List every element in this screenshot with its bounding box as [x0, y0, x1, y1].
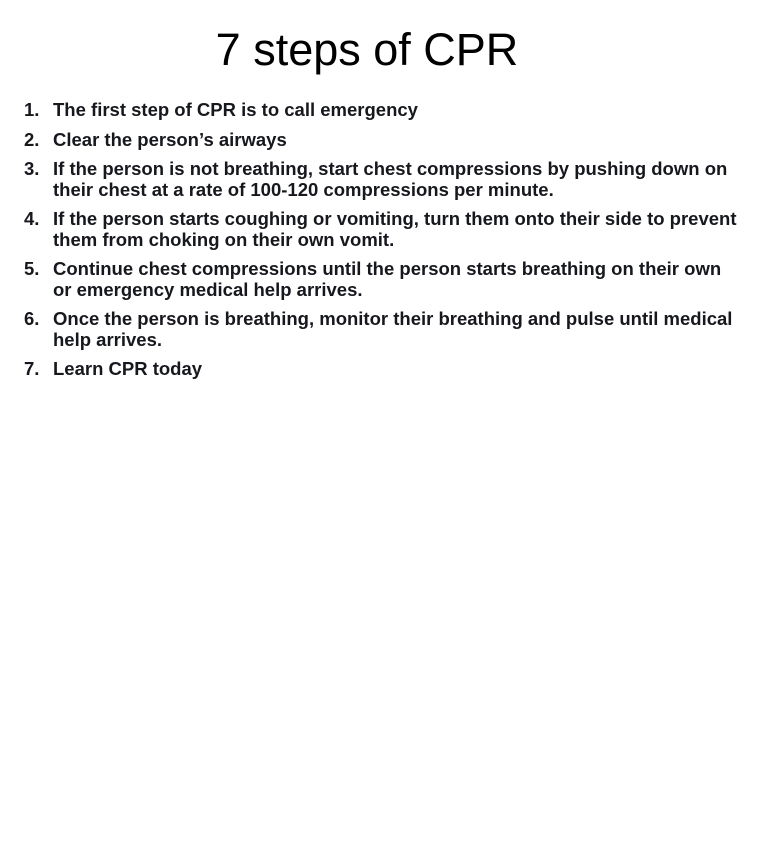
list-item [24, 209, 744, 250]
list-item [24, 259, 744, 300]
step-text: The first step of CPR is to call emergency [53, 99, 418, 120]
step-text: If the person starts coughing or vomiting, turn them onto their side to prevent them from choking on their own vomit. [53, 208, 737, 250]
list-item [24, 159, 744, 200]
step-number: 2. [24, 128, 40, 150]
step-number: 6. [24, 308, 40, 329]
step-text: Continue chest compressions until the person starts breathing on their own or emergency medical help arrives. [53, 258, 722, 300]
list-item [24, 309, 744, 350]
step-number: 1. [24, 99, 40, 120]
list-item [24, 359, 744, 380]
step-number: 7. [24, 358, 40, 379]
list-item [24, 130, 744, 151]
cpr-steps-list [24, 100, 744, 389]
step-number: 5. [24, 258, 40, 279]
step-number: 4. [24, 208, 40, 229]
step-text: If the person is not breathing, start chest compressions by pushing down on their chest at a rate of 100-120 compressions per minute. [53, 158, 728, 200]
step-number: 3. [24, 158, 40, 179]
list-item [24, 100, 744, 121]
step-text: Clear the person’s airways [53, 128, 287, 150]
slide-title: 7 steps of CPR [215, 24, 519, 75]
step-text: Learn CPR today [53, 358, 203, 379]
step-text: Once the person is breathing, monitor their breathing and pulse until medical help arrives. [53, 308, 733, 350]
